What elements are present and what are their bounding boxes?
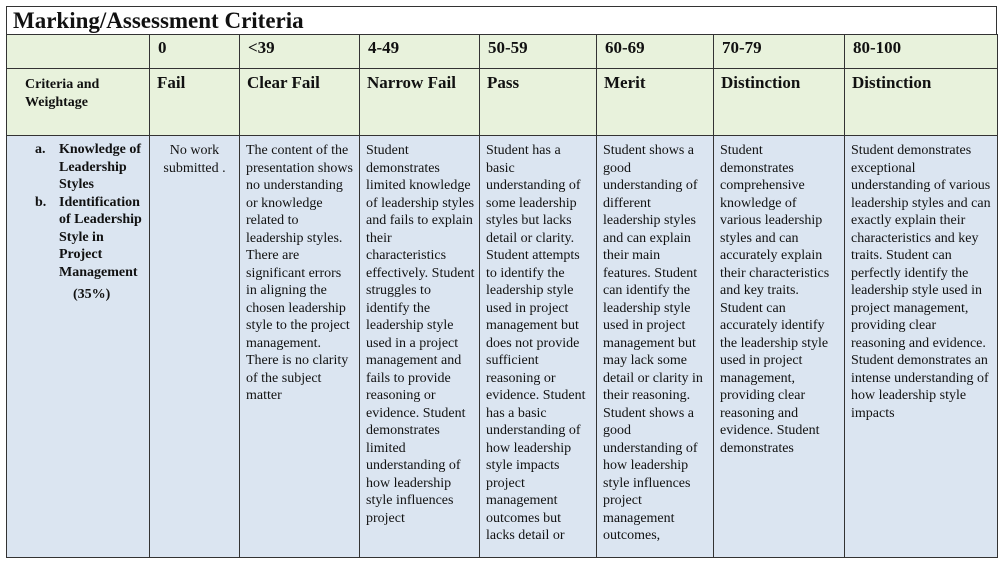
descriptor-row: [7, 136, 998, 558]
grade-row: [7, 69, 998, 136]
score-band-1: <39: [240, 35, 360, 69]
score-header-empty: [7, 35, 150, 69]
descriptor-distinction: Student demonstrates comprehensive knowledge of various leadership styles and can accurately explain their characteristics and key traits. Student can accurately identify the leadership style used in project management, providing clear reasoning and evidence. Student demonstrates: [714, 136, 845, 558]
criteria-marker: a.: [35, 142, 46, 157]
criteria-weight: (35%): [73, 287, 111, 302]
assessment-table: [6, 34, 998, 558]
descriptor-distinction-high: Student demonstrates exceptional understanding of various leadership styles and can exactly explain their characteristics and key traits. Student can perfectly identify the leadership style used in project management, providing clear reasoning and evidence. Student demonstrates an intense understanding of how leadership style impacts: [845, 136, 998, 558]
score-band-6: 80-100: [845, 35, 998, 69]
page-title: Marking/Assessment Criteria: [6, 6, 997, 34]
criteria-label: Knowledge of Leadership Styles: [59, 142, 142, 192]
criteria-header: Criteria and Weightage: [7, 69, 150, 136]
grade-5: Distinction: [714, 69, 845, 136]
descriptor-pass: Student has a basic understanding of some leadership styles but lacks detail or clarity. Student attempts to identify the leadership style used in project management but does not provide sufficient reasoning or evidence. Student has a basic understanding of how leadership style impacts project management outcomes but lacks detail or: [480, 136, 597, 558]
grade-0: Fail: [150, 69, 240, 136]
score-band-2: 4-49: [360, 35, 480, 69]
grade-3: Pass: [480, 69, 597, 136]
score-band-4: 60-69: [597, 35, 714, 69]
score-band-3: 50-59: [480, 35, 597, 69]
criteria-marker: b.: [35, 194, 47, 210]
descriptor-merit: Student shows a good understanding of different leadership styles and can explain their main features. Student can identify the leadership style used in project management but may lack some detail or clarity in their reasoning. Student shows a good understanding of how leadership style influences project management outcomes,: [597, 136, 714, 558]
grade-1: Clear Fail: [240, 69, 360, 136]
grade-4: Merit: [597, 69, 714, 136]
grade-6: Distinction: [845, 69, 998, 136]
descriptor-narrow-fail: Student demonstrates limited knowledge of leadership styles and fails to explain their characteristics effectively. Student struggles to identify the leadership style used in a project management and fails to provide reasoning or evidence. Student demonstrates limited understanding of how leadership style influences project: [360, 136, 480, 558]
criteria-label: Identification of Leadership Style in Project Management: [59, 194, 142, 280]
criteria-item: [35, 194, 147, 282]
criteria-cell: [7, 136, 150, 558]
grade-2: Narrow Fail: [360, 69, 480, 136]
criteria-list: [35, 141, 147, 281]
score-row: [7, 35, 998, 69]
descriptor-clear-fail: The content of the presentation shows no understanding or knowledge related to leadership styles. There are significant errors in aligning the chosen leadership style to the project management. There is no clarity of the subject matter: [240, 136, 360, 558]
score-band-5: 70-79: [714, 35, 845, 69]
criteria-item: [35, 141, 147, 194]
score-band-0: 0: [150, 35, 240, 69]
descriptor-fail: No work submitted .: [150, 136, 240, 558]
